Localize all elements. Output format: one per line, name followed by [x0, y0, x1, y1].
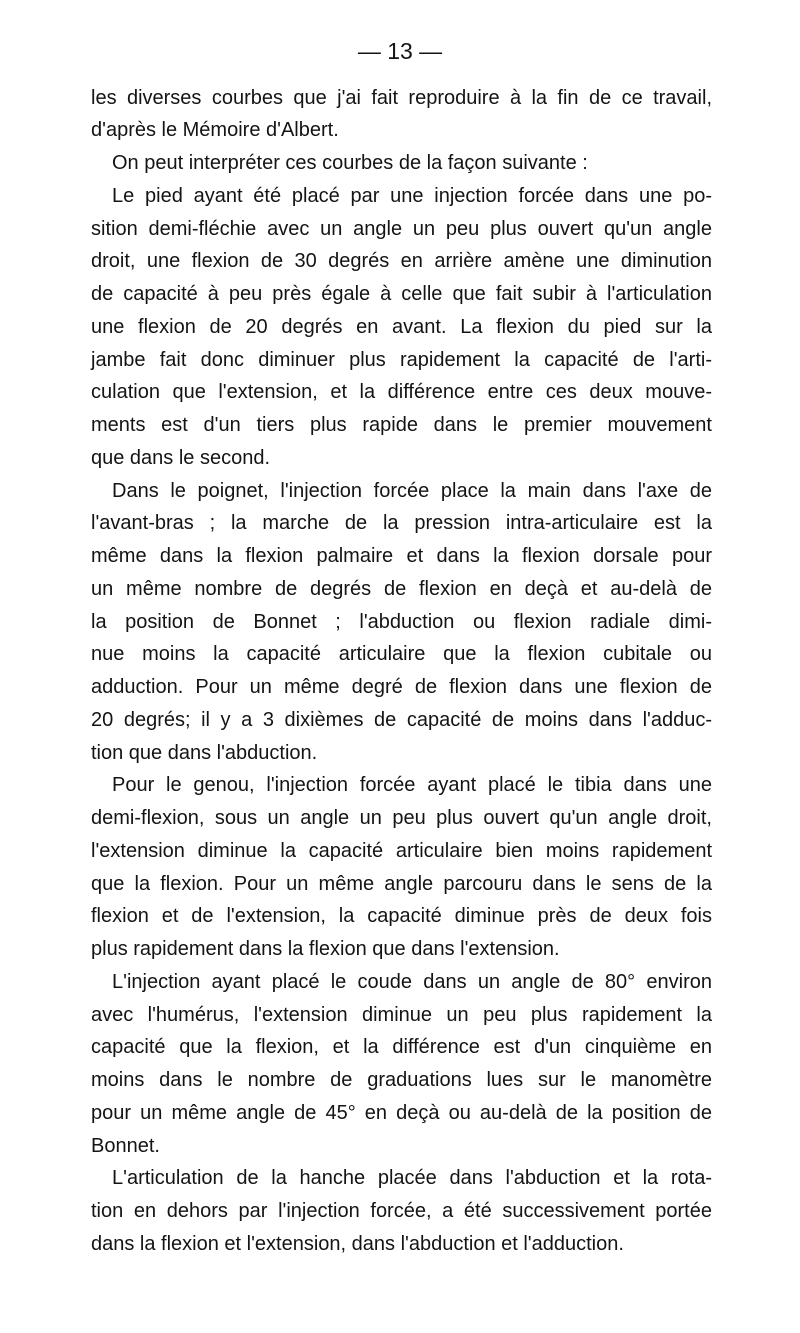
text-line: que la flexion. Pour un même angle parcouru dans le sens de la: [91, 873, 712, 895]
text-line: d'après le Mémoire d'Albert.: [91, 119, 339, 141]
text-line: On peut interpréter ces courbes de la façon suivante :: [112, 152, 588, 174]
text-line: culation que l'extension, et la différence entre ces deux mouve-: [91, 381, 712, 403]
text-line: Bonnet.: [91, 1135, 160, 1157]
text-line: les diverses courbes que j'ai fait reproduire à la fin de ce travail,: [91, 87, 712, 109]
text-line: 20 degrés; il y a 3 dixièmes de capacité de moins dans l'adduc-: [91, 709, 712, 731]
text-line: une flexion de 20 degrés en avant. La flexion du pied sur la: [91, 316, 712, 338]
text-line: tion en dehors par l'injection forcée, a été successivement portée: [91, 1200, 712, 1222]
text-line: de capacité à peu près égale à celle que fait subir à l'articulation: [91, 283, 712, 305]
text-line: dans la flexion et l'extension, dans l'abduction et l'adduction.: [91, 1233, 624, 1255]
text-line: avec l'humérus, l'extension diminue un peu plus rapidement la: [91, 1004, 712, 1026]
text-line: demi-flexion, sous un angle un peu plus ouvert qu'un angle droit,: [91, 807, 712, 829]
text-line: L'injection ayant placé le coude dans un angle de 80° environ: [112, 971, 712, 993]
text-line: plus rapidement dans la flexion que dans l'extension.: [91, 938, 560, 960]
text-line: ments est d'un tiers plus rapide dans le premier mouvement: [91, 414, 712, 436]
text-line: que dans le second.: [91, 447, 271, 469]
text-line: moins dans le nombre de graduations lues sur le manomètre: [91, 1069, 712, 1091]
text-line: capacité que la flexion, et la différence est d'un cinquième en: [91, 1036, 712, 1058]
page-number: — 13 —: [357, 38, 443, 64]
text-line: sition demi-fléchie avec un angle un peu plus ouvert qu'un angle: [91, 218, 712, 240]
text-line: l'extension diminue la capacité articulaire bien moins rapidement: [91, 840, 712, 862]
text-line: L'articulation de la hanche placée dans l'abduction et la rota-: [112, 1167, 712, 1189]
text-line: Dans le poignet, l'injection forcée place la main dans l'axe de: [112, 480, 712, 502]
text-line: droit, une flexion de 30 degrés en arrière amène une diminution: [91, 250, 712, 272]
text-line: même dans la flexion palmaire et dans la flexion dorsale pour: [91, 545, 712, 567]
text-line: flexion et de l'extension, la capacité diminue près de deux fois: [91, 905, 712, 927]
text-line: pour un même angle de 45° en deçà ou au-delà de la position de: [91, 1102, 712, 1124]
text-line: un même nombre de degrés de flexion en deçà et au-delà de: [91, 578, 712, 600]
text-line: la position de Bonnet ; l'abduction ou flexion radiale dimi-: [91, 611, 712, 633]
text-line: nue moins la capacité articulaire que la flexion cubitale ou: [91, 643, 712, 665]
text-line: jambe fait donc diminuer plus rapidement la capacité de l'arti-: [91, 349, 712, 371]
text-line: Pour le genou, l'injection forcée ayant placé le tibia dans une: [112, 774, 712, 796]
text-line: l'avant-bras ; la marche de la pression intra-articulaire est la: [91, 512, 712, 534]
text-line: tion que dans l'abduction.: [91, 742, 318, 764]
text-line: adduction. Pour un même degré de flexion dans une flexion de: [91, 676, 712, 698]
text-line: Le pied ayant été placé par une injection forcée dans une po-: [112, 185, 712, 207]
